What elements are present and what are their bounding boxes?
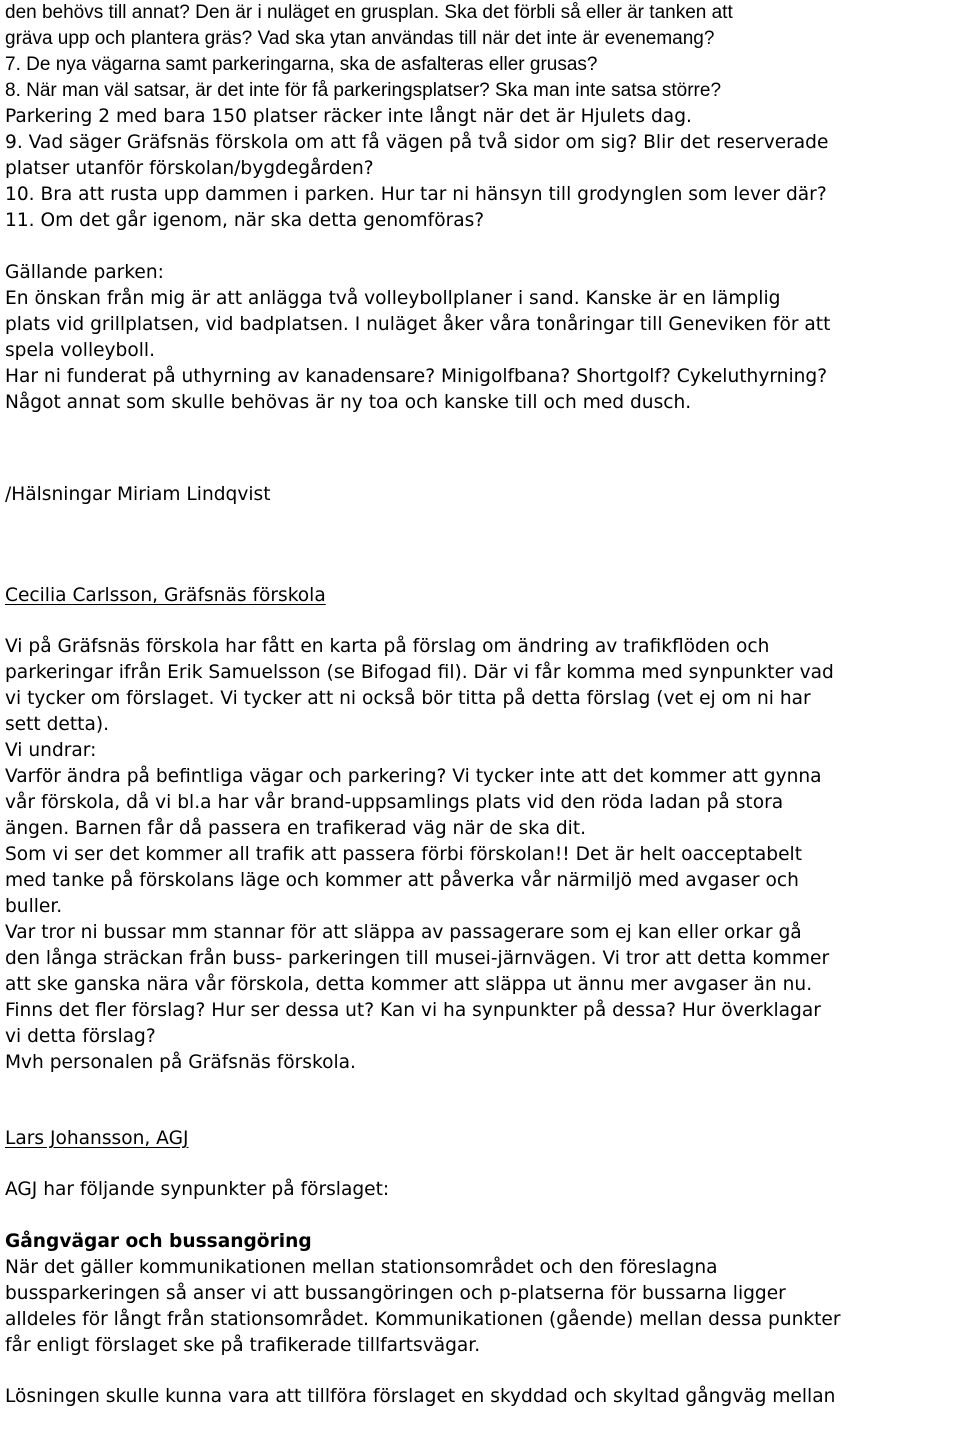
text-line: den långa sträckan från buss- parkeringen till musei-järnvägen. Vi tror att detta kommer [5,948,830,969]
text-line: med tanke på förskolans läge och kommer att påverka vår närmiljö med avgaser och [5,870,799,891]
section-heading-lars: Lars Johansson, AGJ [5,1128,189,1149]
text-line: vår förskola, då vi bl.a har vår brand-uppsamlings plats vid den röda ladan på stora [5,792,784,813]
text-line: AGJ har följande synpunkter på förslaget: [5,1179,390,1200]
list-item-7: 7. De nya vägarna samt parkeringarna, ska de asfalteras eller grusas? [5,54,598,75]
text-line: vi tycker om förslaget. Vi tycker att ni också bör titta på detta förslag (vet ej om ni har [5,688,811,709]
text-line: att ske ganska nära vår förskola, detta kommer att släppa ut ännu mer avgaser än nu. [5,974,813,995]
section-heading-cecilia: Cecilia Carlsson, Gräfsnäs förskola [5,585,326,606]
text-line: Har ni funderat på uthyrning av kanadensare? Minigolfbana? Shortgolf? Cykeluthyrning? [5,366,828,387]
text-line: bussparkeringen så anser vi att bussangöringen och p-platserna för bussarna ligger [5,1283,786,1304]
text-line: När det gäller kommunikationen mellan stationsområdet och den föreslagna [5,1257,718,1278]
list-item-8: 8. När man väl satsar, är det inte för få parkeringsplatser? Ska man inte satsa större? [5,80,722,101]
text-line: Lösningen skulle kunna vara att tillföra förslaget en skyddad och skyltad gångväg mellan [5,1386,836,1407]
text-line: Som vi ser det kommer all trafik att passera förbi förskolan!! Det är helt oacceptabelt [5,844,802,865]
text-line: Var tror ni bussar mm stannar för att släppa av passagerare som ej kan eller orkar gå [5,922,802,943]
text-line: den behövs till annat? Den är i nuläget en grusplan. Ska det förbli så eller är tanken att [5,2,733,23]
text-line: gräva upp och plantera gräs? Vad ska ytan användas till när det inte är evenemang? [5,28,715,49]
list-item-11: 11. Om det går igenom, när ska detta genomföras? [5,210,485,231]
text-line: Något annat som skulle behövas är ny toa och kanske till och med dusch. [5,392,692,413]
text-line: ängen. Barnen får då passera en trafikerad väg när de ska dit. [5,818,587,839]
subheading-gangvagar: Gångvägar och bussangöring [5,1231,312,1252]
text-line: buller. [5,896,63,917]
list-item-10: 10. Bra att rusta upp dammen i parken. Hur tar ni hänsyn till grodynglen som lever där? [5,184,827,205]
text-line: Vi undrar: [5,740,97,761]
text-line: platser utanför förskolan/bygdegården? [5,158,374,179]
text-line: Finns det fler förslag? Hur ser dessa ut? Kan vi ha synpunkter på dessa? Hur överklagar [5,1000,821,1021]
text-line: Mvh personalen på Gräfsnäs förskola. [5,1052,356,1073]
list-item-9: 9. Vad säger Gräfsnäs förskola om att få vägen på två sidor om sig? Blir det reserverade [5,132,829,153]
text-line: vi detta förslag? [5,1026,156,1047]
park-heading: Gällande parken: [5,262,164,283]
text-line: spela volleyboll. [5,340,155,361]
text-line: alldeles för långt från stationsområdet. Kommunikationen (gående) mellan dessa punkter [5,1309,841,1330]
text-line: Vi på Gräfsnäs förskola har fått en karta på förslag om ändring av trafikflöden och [5,636,770,657]
text-line: sett detta). [5,714,109,735]
text-line: Varför ändra på befintliga vägar och parkering? Vi tycker inte att det kommer att gynna [5,766,822,787]
text-line: En önskan från mig är att anlägga två volleybollplaner i sand. Kanske är en lämplig [5,288,781,309]
text-line: Parkering 2 med bara 150 platser räcker inte långt när det är Hjulets dag. [5,106,692,127]
text-line: parkeringar ifrån Erik Samuelsson (se Bifogad fil). Där vi får komma med synpunkter vad [5,662,834,683]
signature: /Hälsningar Miriam Lindqvist [5,484,271,505]
text-line: plats vid grillplatsen, vid badplatsen. I nuläget åker våra tonåringar till Geneviken för att [5,314,831,335]
text-line: får enligt förslaget ske på trafikerade tillfartsvägar. [5,1335,481,1356]
